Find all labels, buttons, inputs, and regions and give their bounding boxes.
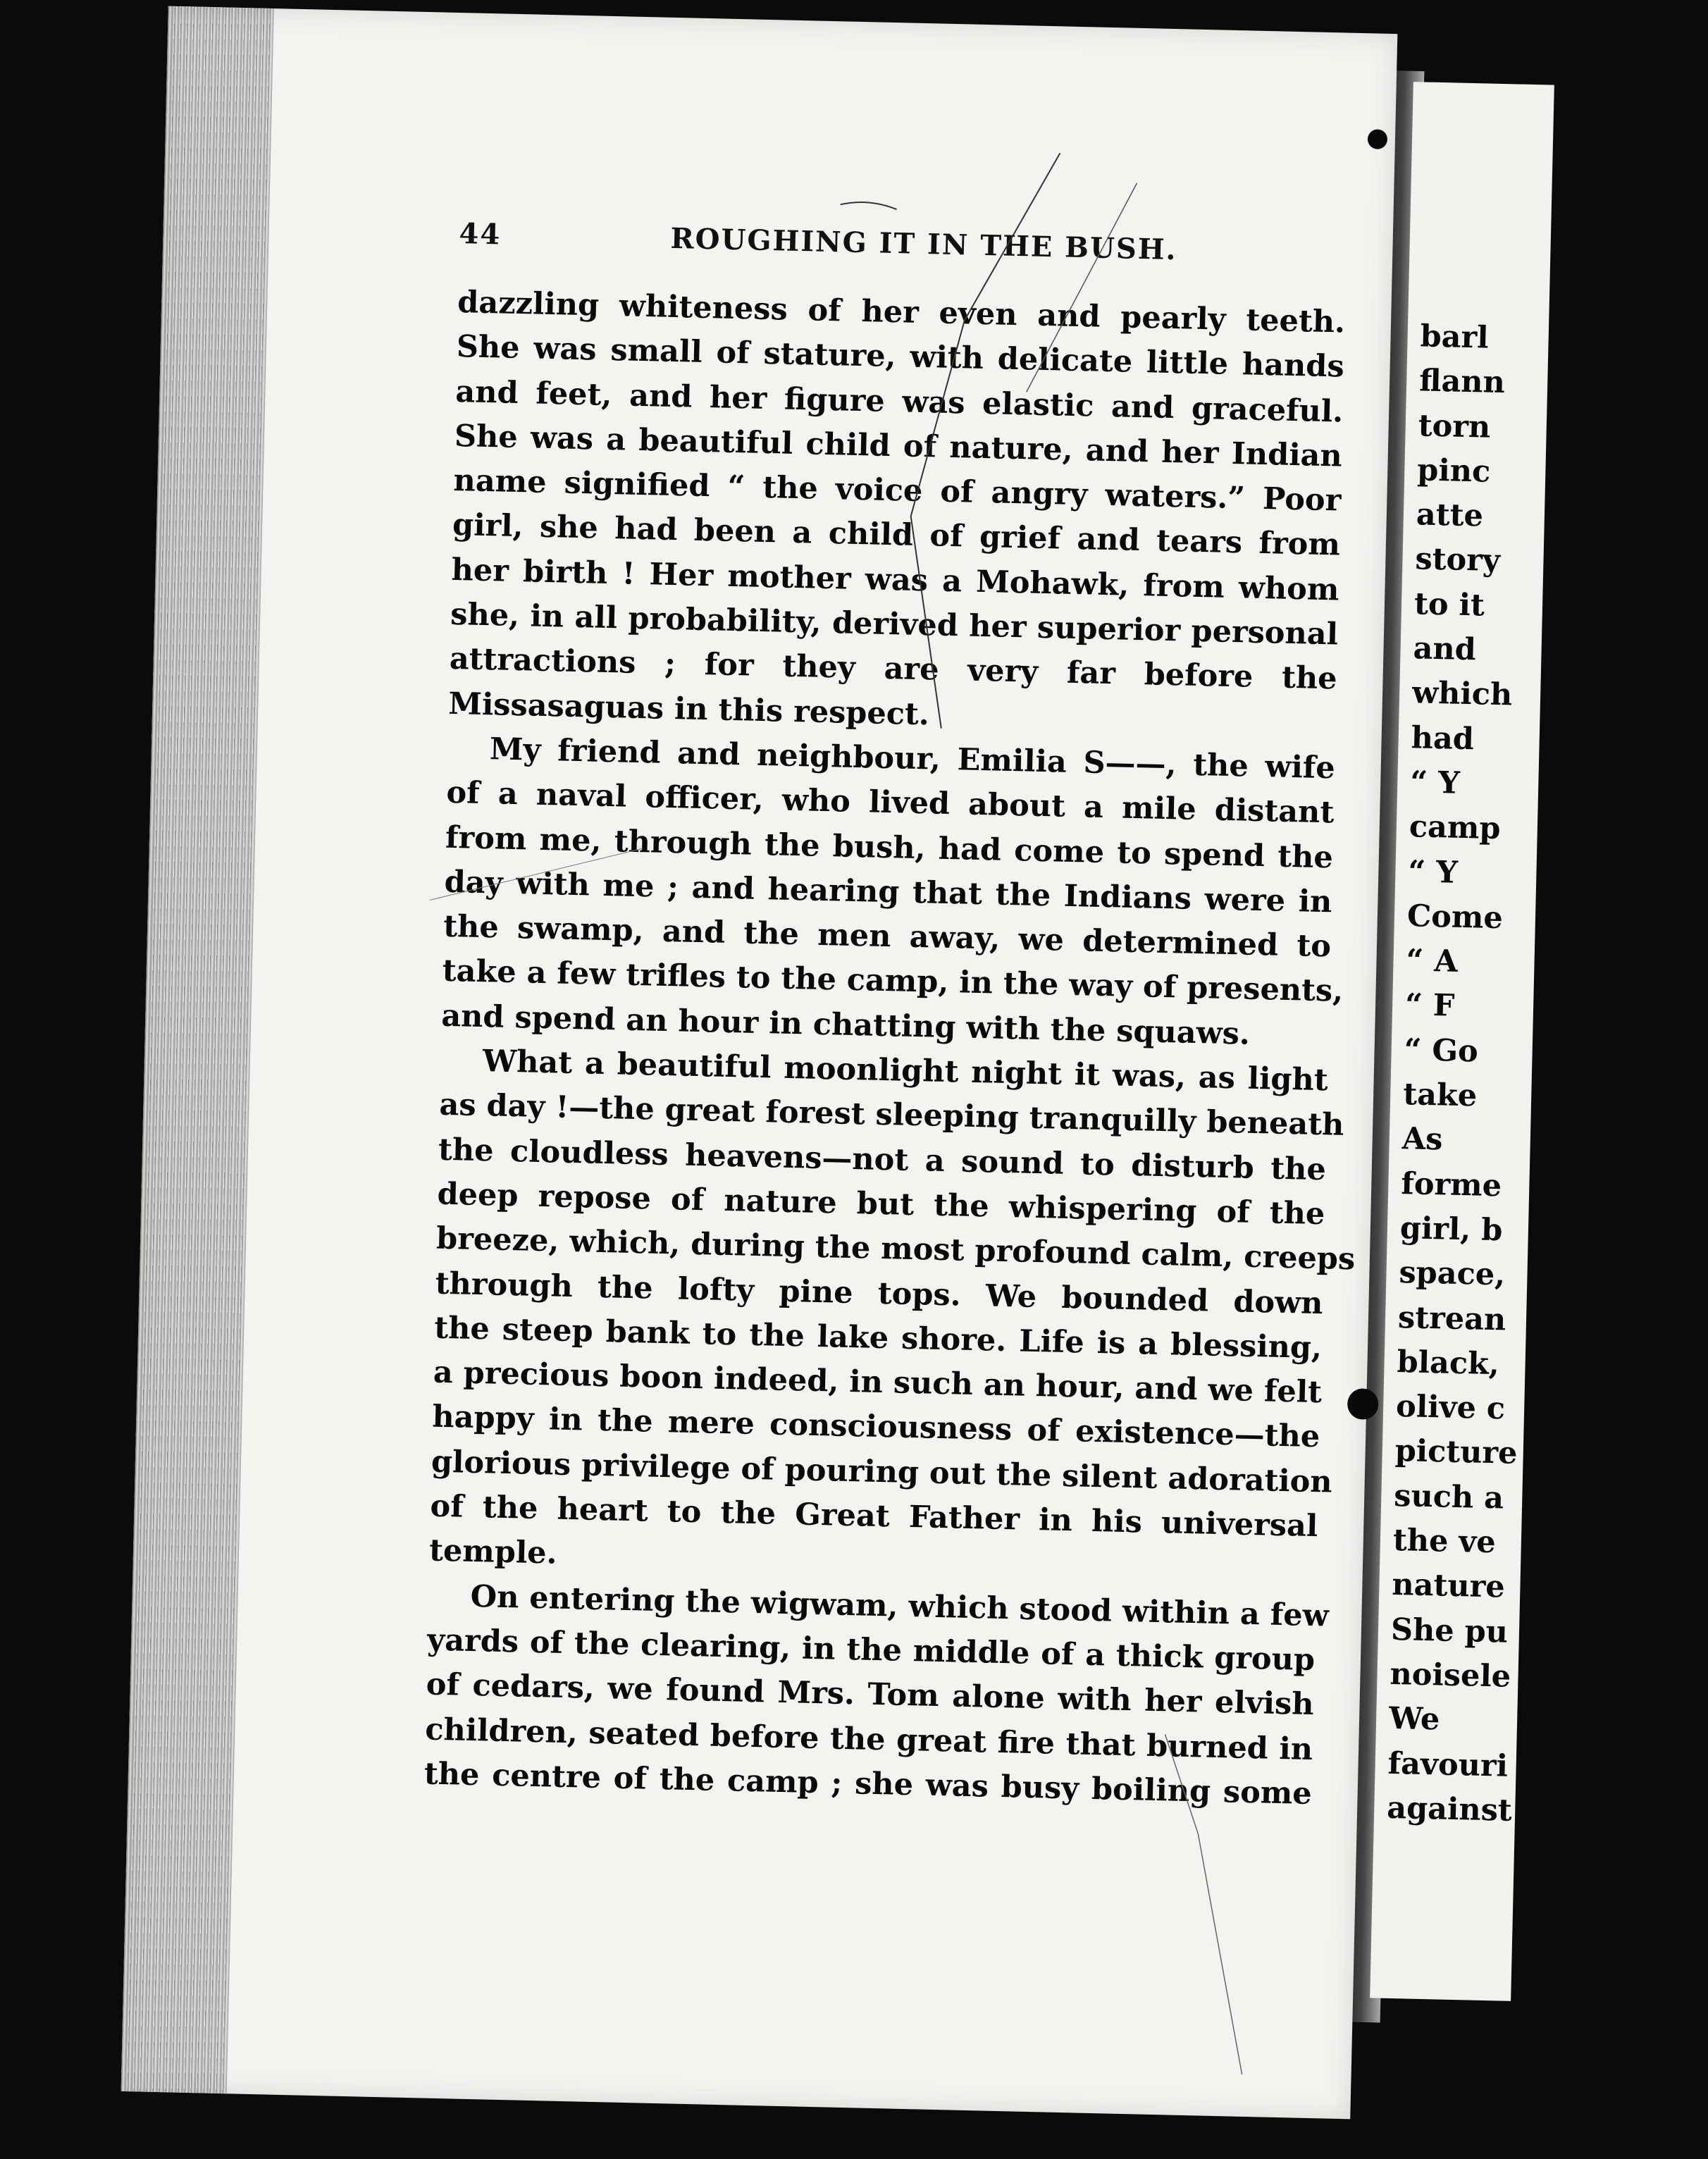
facing-line: the ve [1392,1522,1497,1561]
facing-line: to it [1413,586,1485,624]
facing-line: camp [1409,809,1502,847]
text-line: happy in the mere consciousness of existence—the [431,1399,1320,1455]
facing-line: We [1388,1701,1440,1738]
text-line: yards of the clearing, in the middle of a thick group [426,1622,1316,1678]
text-line: temple. [428,1533,558,1571]
page-gutter [121,6,274,2094]
paragraph [423,1573,1330,1817]
text-line: the cloudless heavens—not a sound to disturb the [438,1132,1327,1187]
text-line: name signified “ the voice of angry waters.” Poor [453,463,1342,519]
running-title: ROUGHING IT IN THE BUSH. [669,221,1178,267]
facing-line: take [1402,1077,1478,1114]
facing-line: barl [1420,318,1490,356]
text-line: Missasaguas in this respect. [447,686,930,733]
facing-page-text [1387,314,1703,1837]
facing-line: and [1413,631,1477,668]
facing-line: “ Y [1409,765,1461,801]
text-line: a precious boon indeed, in such an hour, and we felt [433,1354,1323,1411]
facing-line: such a [1393,1478,1504,1516]
facing-line: pinc [1416,452,1491,490]
facing-line: picture [1394,1433,1518,1472]
facing-line: had [1411,719,1475,757]
text-line: breeze, which, during the most profound calm, creeps [435,1220,1356,1278]
facing-line: “ F [1404,987,1455,1025]
paragraph [448,280,1346,746]
facing-line: strean [1397,1299,1506,1338]
facing-line: black, [1397,1344,1500,1382]
page-header [459,217,1333,272]
text-line: of the heart to the Great Father in his universal [430,1488,1318,1545]
facing-line: As [1401,1121,1443,1158]
facing-line: story [1414,541,1501,579]
text-line: girl, she had been a child of grief and tears from [452,507,1341,563]
text-line: My friend and neighbour, Emilia S——, the wife [489,731,1336,786]
text-line: of cedars, we found Mrs. Tom alone with her elvish [426,1666,1315,1723]
facing-line: “ A [1406,943,1459,979]
text-line: her birth ! Her mother was a Mohawk, from whom [451,552,1339,608]
text-line: She was a beautiful child of nature, and her Indian [454,418,1343,474]
text-line: She was small of stature, with delicate little hands [456,329,1345,385]
facing-line: “ Go [1404,1032,1479,1070]
text-line: through the lofty pine tops. We bounded down [435,1266,1324,1321]
paragraph [428,1039,1356,1594]
facing-line: olive c [1395,1389,1506,1427]
facing-line: forme [1400,1165,1502,1204]
text-line: day with me ; and hearing that the Indians were in [444,864,1332,920]
text-line: the swamp, and the men away, we determined to [443,908,1332,965]
facing-line: nature [1391,1567,1506,1605]
facing-line: favouri [1387,1745,1509,1784]
text-line: and feet, and her figure was elastic and graceful. [454,373,1344,430]
text-line: glorious privilege of pouring out the silent adoration [431,1444,1333,1500]
text-line: What a beautiful moonlight night it was, as light [482,1044,1329,1099]
text-line: of a naval officer, who lived about a mile distant [446,775,1335,831]
text-line: children, seated before the great fire that burned in [424,1711,1313,1767]
facing-line: noisele [1390,1656,1511,1695]
facing-line: “ Y [1407,853,1459,891]
book-page [121,6,1398,2120]
facing-line: torn [1418,407,1491,445]
text-line: take a few trifles to the camp, in the way of presents, [442,953,1344,1010]
text-line: as day !—the great forest sleeping tranquilly beneath [438,1087,1344,1144]
text-line: dazzling whiteness of her even and pearly teeth. [457,285,1346,340]
text-line: she, in all probability, derived her superior personal [450,596,1339,652]
body-text [423,280,1356,1817]
facing-line: atte [1416,497,1484,534]
facing-line: She pu [1390,1611,1509,1650]
text-line: the steep bank to the lake shore. Life is a blessing, [433,1310,1323,1366]
facing-line: space, [1398,1255,1506,1293]
facing-line: flann [1418,363,1506,401]
facing-line: which [1411,675,1513,713]
page-number: 44 [459,217,502,252]
text-line: On entering the wigwam, which stood within a few [470,1578,1330,1634]
text-line: deep repose of nature but the whispering of the [437,1176,1325,1232]
text-line: attractions ; for they are very far before the [449,641,1338,697]
text-line: the centre of the camp ; she was busy boiling some [423,1756,1313,1812]
facing-line: girl, b [1399,1211,1503,1249]
facing-line: against [1386,1790,1513,1829]
facing-line: Come [1406,898,1504,936]
text-line: from me, through the bush, had come to spend the [445,819,1334,875]
text-line: and spend an hour in chatting with the squaws. [440,998,1251,1052]
paragraph [440,726,1344,1059]
